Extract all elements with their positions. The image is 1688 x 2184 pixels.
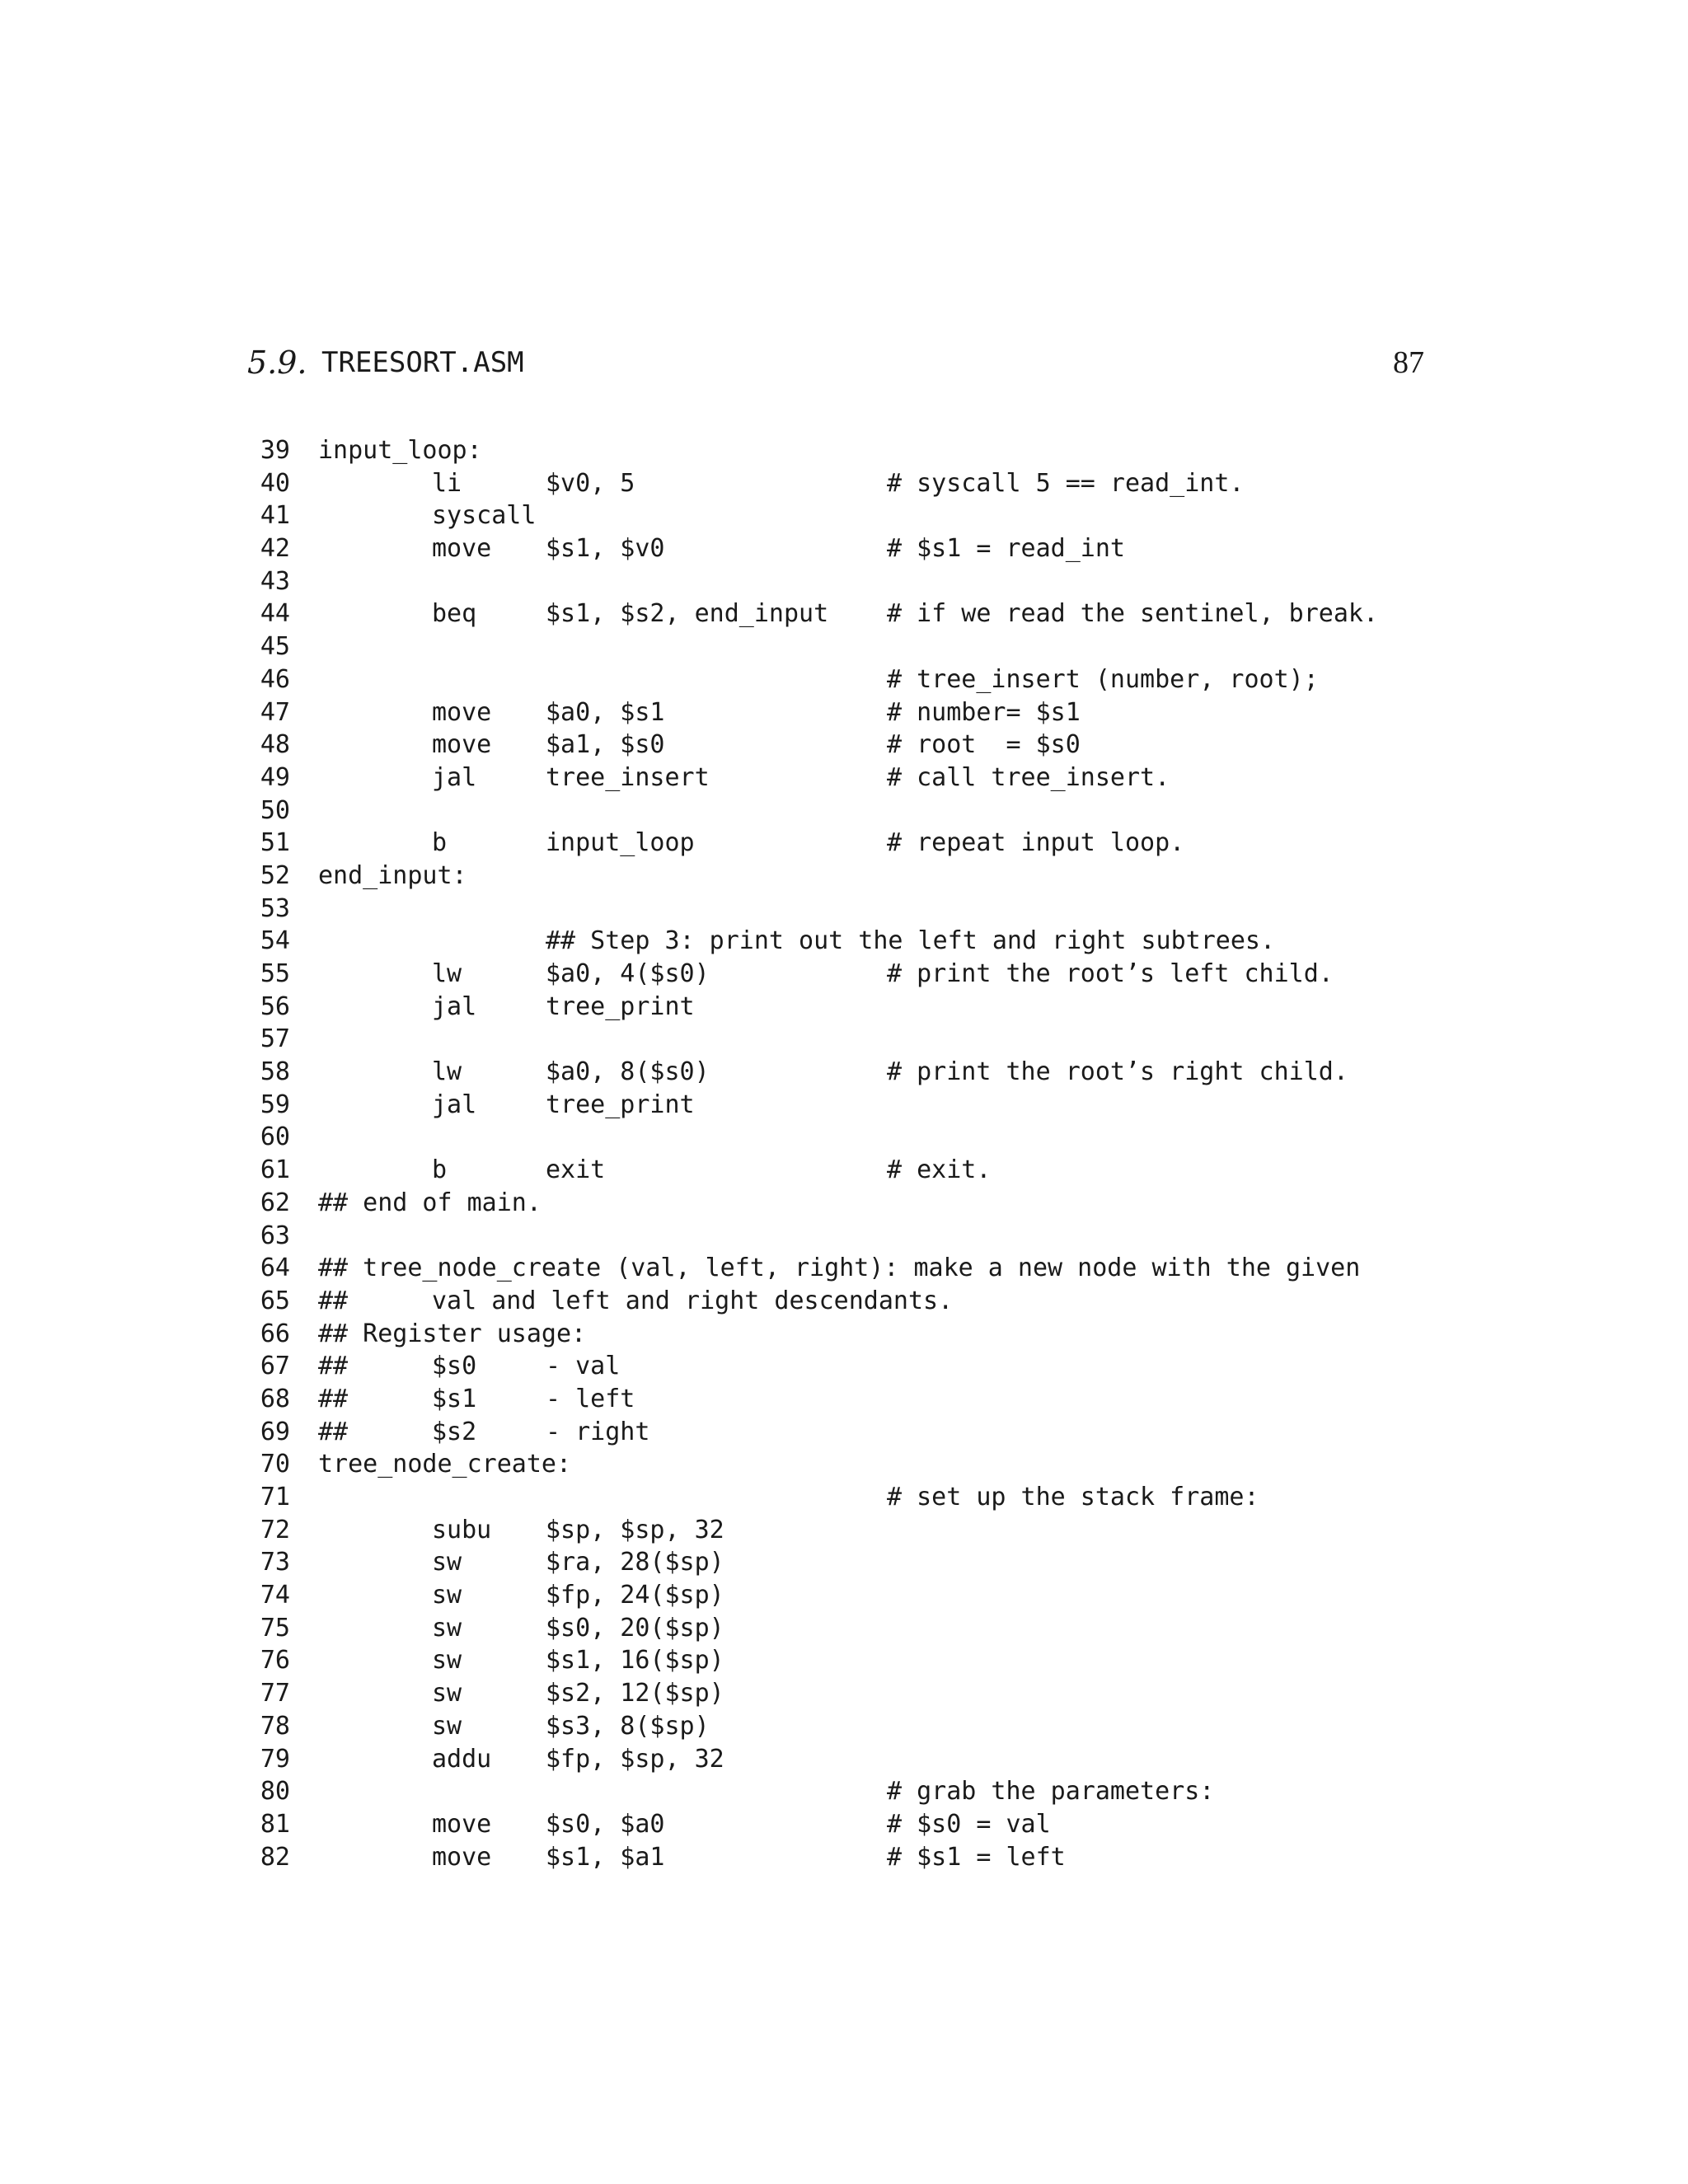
- code-line: [247, 991, 1451, 1024]
- code-op: jal: [432, 762, 477, 792]
- line-number: 42: [260, 534, 290, 564]
- code-line: [247, 1318, 1451, 1351]
- line-number: 51: [260, 828, 290, 858]
- code-op: $s0: [432, 1352, 477, 1381]
- line-number: 66: [260, 1319, 290, 1348]
- line-number: 77: [260, 1679, 290, 1708]
- code-op: sw: [432, 1646, 462, 1675]
- line-number: 55: [260, 959, 290, 988]
- code-line: [247, 434, 1451, 467]
- code-line: [247, 598, 1451, 630]
- code-args: - left: [546, 1384, 635, 1413]
- line-number: 63: [260, 1221, 290, 1250]
- code-comment: # grab the parameters:: [887, 1777, 1215, 1807]
- code-line: [247, 1121, 1451, 1154]
- code-op: sw: [432, 1679, 462, 1708]
- code-line: [247, 565, 1451, 598]
- code-line: [247, 1056, 1451, 1089]
- section-title: TREESORT.ASM: [321, 346, 524, 379]
- code-args: exit: [546, 1155, 606, 1185]
- line-number: 64: [260, 1254, 290, 1283]
- code-listing: [247, 434, 1451, 1873]
- line-number: 54: [260, 926, 290, 956]
- line-number: 82: [260, 1842, 290, 1872]
- line-number: 39: [260, 436, 290, 465]
- code-op: beq: [432, 599, 477, 629]
- code-line: [247, 696, 1451, 729]
- line-number: 45: [260, 632, 290, 662]
- code-op: $s1: [432, 1384, 477, 1413]
- code-comment: # exit.: [887, 1155, 992, 1185]
- code-line: [247, 794, 1451, 827]
- code-label: ## Register usage:: [318, 1319, 587, 1348]
- line-number: 53: [260, 893, 290, 923]
- code-args: input_loop: [546, 828, 695, 858]
- line-number: 76: [260, 1646, 290, 1675]
- code-op: sw: [432, 1613, 462, 1643]
- code-comment: # print the root’s right child.: [887, 1057, 1348, 1087]
- code-op: move: [432, 1809, 492, 1839]
- code-line: [247, 663, 1451, 696]
- code-args: $s0, 20($sp): [546, 1613, 724, 1643]
- code-comment: # $s1 = read_int: [887, 534, 1125, 564]
- code-comment: # tree_insert (number, root);: [887, 664, 1319, 694]
- line-number: 68: [260, 1384, 290, 1413]
- code-op: lw: [432, 959, 462, 988]
- code-line: [247, 630, 1451, 663]
- code-line: [247, 1644, 1451, 1677]
- code-op: jal: [432, 1090, 477, 1119]
- code-args: $s1, $s2, end_input: [546, 599, 829, 629]
- line-number: 75: [260, 1613, 290, 1643]
- code-line: [247, 1612, 1451, 1645]
- code-args: $s1, $v0: [546, 534, 665, 564]
- code-label: input_loop:: [318, 436, 482, 465]
- code-op: $s2: [432, 1417, 477, 1446]
- code-line: [247, 958, 1451, 991]
- code-args: tree_print: [546, 1090, 695, 1119]
- code-line: [247, 925, 1451, 958]
- code-comment: # repeat input loop.: [887, 828, 1185, 858]
- code-line: [247, 1710, 1451, 1743]
- code-args: $a0, 4($s0): [546, 959, 710, 988]
- code-line: [247, 1350, 1451, 1383]
- code-label: ## end of main.: [318, 1188, 542, 1217]
- code-comment: # print the root’s left child.: [887, 959, 1334, 988]
- code-line: [247, 1220, 1451, 1253]
- code-args: $a1, $s0: [546, 730, 665, 760]
- code-label: end_input:: [318, 860, 467, 890]
- code-comment: # set up the stack frame:: [887, 1483, 1259, 1511]
- code-op: lw: [432, 1057, 462, 1087]
- line-number: 48: [260, 730, 290, 760]
- code-label: tree_node_create:: [318, 1450, 572, 1479]
- code-line: [247, 1841, 1451, 1874]
- line-number: 60: [260, 1122, 290, 1152]
- code-op: sw: [432, 1581, 462, 1610]
- code-args: $fp, 24($sp): [546, 1581, 724, 1610]
- code-args: $v0, 5: [546, 468, 635, 498]
- code-line: [247, 1775, 1451, 1808]
- line-number: 74: [260, 1581, 290, 1610]
- line-number: 61: [260, 1155, 290, 1185]
- line-number: 52: [260, 860, 290, 890]
- code-args: - val: [546, 1352, 621, 1381]
- code-line: [247, 1252, 1451, 1285]
- line-number: 46: [260, 664, 290, 694]
- line-number: 70: [260, 1450, 290, 1479]
- line-number: 57: [260, 1024, 290, 1054]
- code-op: move: [432, 1842, 492, 1872]
- code-line: [247, 1023, 1451, 1056]
- code-label: ##: [318, 1286, 349, 1315]
- code-args: tree_print: [546, 991, 695, 1021]
- code-op: sw: [432, 1711, 462, 1741]
- code-line: [247, 1285, 1451, 1318]
- code-comment: # root = $s0: [887, 730, 1081, 760]
- code-comment: # syscall 5 == read_int.: [887, 468, 1245, 498]
- code-op: move: [432, 730, 492, 760]
- code-line: [247, 827, 1451, 860]
- section-number: 5.9.: [247, 344, 307, 381]
- code-line: [247, 1546, 1451, 1579]
- code-args: $fp, $sp, 32: [546, 1744, 724, 1774]
- code-line: [247, 499, 1451, 532]
- code-line: [247, 1579, 1451, 1612]
- code-line: [247, 1808, 1451, 1841]
- code-line: [247, 1187, 1451, 1220]
- code-args: $s1, $a1: [546, 1842, 665, 1872]
- line-number: 44: [260, 599, 290, 629]
- code-label: ##: [318, 1384, 349, 1413]
- code-line: [247, 1677, 1451, 1710]
- code-op: jal: [432, 991, 477, 1021]
- code-line: [247, 467, 1451, 500]
- code-op: val and left and right descendants.: [432, 1286, 954, 1315]
- code-line: [247, 1481, 1451, 1514]
- code-op: sw: [432, 1548, 462, 1577]
- code-label: ##: [318, 1417, 349, 1446]
- code-line: [247, 1514, 1451, 1547]
- code-args: $ra, 28($sp): [546, 1548, 724, 1577]
- line-number: 71: [260, 1483, 290, 1511]
- code-line: [247, 1448, 1451, 1481]
- code-label: ## tree_node_create (val, left, right): make a new node with the given: [318, 1254, 1361, 1283]
- line-number: 47: [260, 697, 290, 727]
- code-op: move: [432, 534, 492, 564]
- code-comment: # call tree_insert.: [887, 762, 1170, 792]
- code-line: [247, 860, 1451, 893]
- line-number: 69: [260, 1417, 290, 1446]
- code-op: li: [432, 468, 462, 498]
- code-args: ## Step 3: print out the left and right subtrees.: [546, 926, 1276, 956]
- code-line: [247, 1383, 1451, 1416]
- line-number: 49: [260, 762, 290, 792]
- line-number: 62: [260, 1188, 290, 1217]
- code-label: ##: [318, 1352, 349, 1381]
- code-op: move: [432, 697, 492, 727]
- line-number: 81: [260, 1809, 290, 1839]
- line-number: 67: [260, 1352, 290, 1381]
- line-number: 80: [260, 1777, 290, 1807]
- code-line: [247, 1743, 1451, 1776]
- code-line: [247, 1154, 1451, 1187]
- line-number: 56: [260, 991, 290, 1021]
- code-comment: # number= $s1: [887, 697, 1081, 727]
- code-args: $s2, 12($sp): [546, 1679, 724, 1708]
- running-header: [247, 338, 1424, 387]
- code-line: [247, 1089, 1451, 1122]
- code-args: tree_insert: [546, 762, 710, 792]
- line-number: 73: [260, 1548, 290, 1577]
- code-line: [247, 762, 1451, 794]
- line-number: 59: [260, 1090, 290, 1119]
- page-number: 87: [1393, 345, 1424, 380]
- code-line: [247, 532, 1451, 565]
- line-number: 43: [260, 566, 290, 596]
- code-comment: # $s1 = left: [887, 1842, 1066, 1872]
- code-op: subu: [432, 1515, 492, 1544]
- code-line: [247, 1416, 1451, 1449]
- line-number: 78: [260, 1711, 290, 1741]
- code-op: b: [432, 828, 448, 858]
- code-comment: # $s0 = val: [887, 1809, 1051, 1839]
- code-op: addu: [432, 1744, 492, 1774]
- code-args: $sp, $sp, 32: [546, 1515, 724, 1544]
- code-args: $s1, 16($sp): [546, 1646, 724, 1675]
- code-args: $a0, 8($s0): [546, 1057, 710, 1087]
- code-comment: # if we read the sentinel, break.: [887, 599, 1379, 629]
- line-number: 79: [260, 1744, 290, 1774]
- line-number: 65: [260, 1286, 290, 1315]
- code-op: b: [432, 1155, 448, 1185]
- code-args: $s3, 8($sp): [546, 1711, 710, 1741]
- code-line: [247, 729, 1451, 762]
- line-number: 41: [260, 501, 290, 531]
- line-number: 72: [260, 1515, 290, 1544]
- line-number: 40: [260, 468, 290, 498]
- code-op: syscall: [432, 501, 537, 531]
- code-args: $a0, $s1: [546, 697, 665, 727]
- code-line: [247, 893, 1451, 926]
- code-args: $s0, $a0: [546, 1809, 665, 1839]
- code-args: - right: [546, 1417, 650, 1446]
- line-number: 58: [260, 1057, 290, 1087]
- line-number: 50: [260, 795, 290, 825]
